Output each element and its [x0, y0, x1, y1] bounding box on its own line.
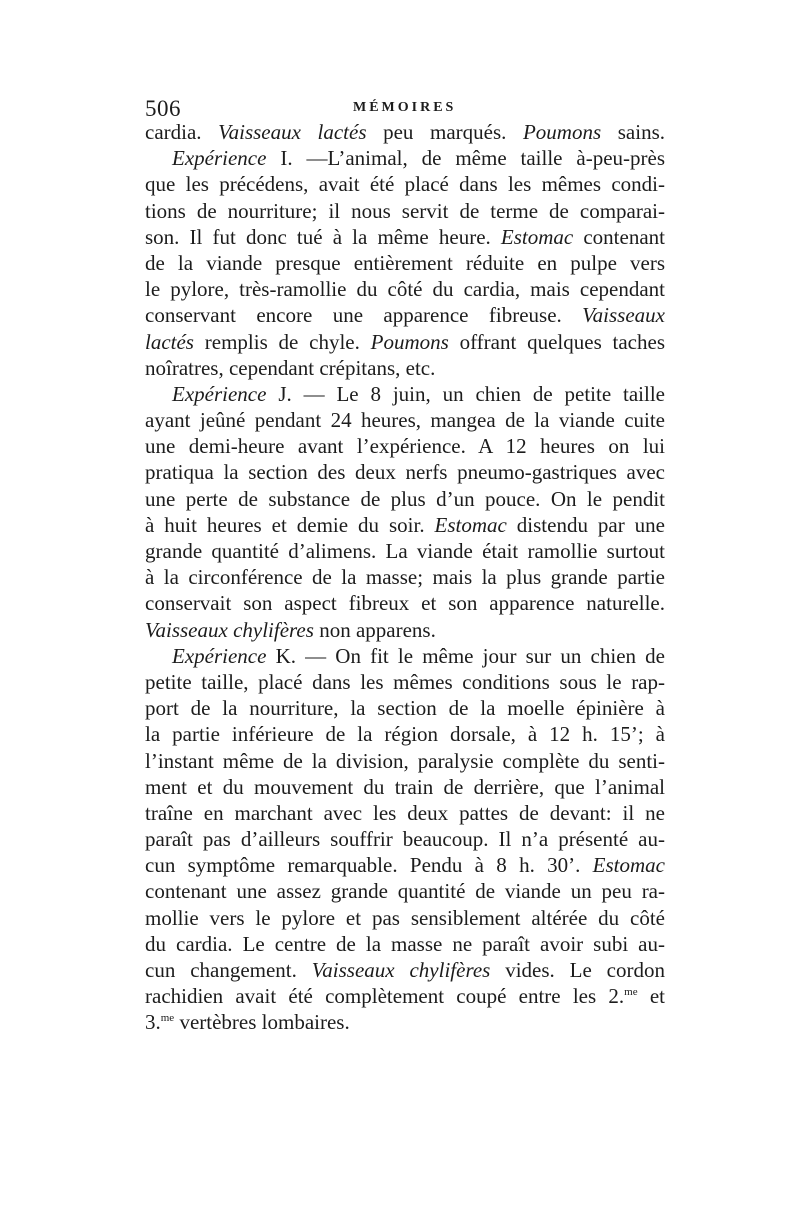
text-line	[145, 983, 665, 1009]
text-run: conservait son aspect fibreux et son apparence naturelle.	[145, 591, 665, 616]
text-line	[145, 957, 665, 983]
text-run: pratiqua la section des deux nerfs pneumo-gastriques avec	[145, 460, 665, 485]
text-run: traîne en marchant avec les deux pattes de devant: il ne	[145, 800, 665, 825]
italic-run: Vaisseaux	[582, 303, 665, 328]
text-run: conservant encore une apparence fibreuse.	[145, 303, 583, 328]
text-run: J. — Le 8 juin, un chien de petite taille	[266, 381, 665, 406]
italic-run: lactés	[145, 329, 194, 354]
text-line	[145, 826, 665, 852]
text-line	[145, 355, 665, 381]
text-line	[145, 590, 665, 616]
italic-run: Vaisseaux chylifères	[145, 617, 314, 642]
text-run: le pylore, très-ramollie du côté du cardia, mais cependant	[145, 277, 665, 302]
text-run: la partie inférieure de la région dorsale, à 12 h. 15’; à	[145, 722, 665, 747]
text-run: que les précédens, avait été placé dans les mêmes condi-	[145, 172, 665, 197]
text-run: l’instant même de la division, paralysie complète du senti-	[145, 748, 665, 773]
text-run: une demi-heure avant l’expérience. A 12 heures on lui	[145, 434, 665, 459]
text-run: vides. Le cordon	[490, 958, 665, 982]
text-line	[145, 721, 665, 747]
text-run: paraît pas d’ailleurs souffrir beaucoup. Il n’a présenté au-	[145, 827, 665, 852]
italic-run: Poumons	[522, 120, 602, 144]
superscript: me	[160, 1012, 175, 1025]
text-run: et	[637, 984, 665, 1009]
italic-run: Expérience	[172, 643, 267, 668]
text-run: cardia.	[145, 120, 219, 144]
text-line	[145, 407, 665, 433]
text-line	[145, 302, 665, 328]
text-run: distendu par une	[506, 512, 665, 537]
text-run: vertèbres lombaires.	[174, 1010, 350, 1035]
text-run: remplis de chyle.	[193, 329, 371, 354]
text-run: cun changement.	[145, 958, 312, 982]
text-line	[145, 931, 665, 957]
text-line	[145, 119, 665, 145]
text-run: contenant	[573, 224, 665, 249]
italic-run: Vaisseaux chylifères	[311, 958, 491, 982]
text-line	[145, 564, 665, 590]
text-line	[145, 1009, 665, 1035]
text-line	[145, 381, 665, 407]
text-run: tions de nourriture; il nous servit de terme de comparai-	[145, 198, 665, 223]
text-run: à la circonférence de la masse; mais la plus grande partie	[145, 565, 665, 590]
text-line	[145, 617, 665, 643]
text-run: du cardia. Le centre de la masse ne paraît avoir subi au-	[145, 931, 665, 956]
text-line	[145, 878, 665, 904]
text-line	[145, 643, 665, 669]
text-line	[145, 250, 665, 276]
text-line	[145, 486, 665, 512]
text-line	[145, 459, 665, 485]
text-run: ayant jeûné pendant 24 heures, mangea de la viande cuite	[145, 408, 665, 433]
text-line	[145, 695, 665, 721]
body-text	[145, 119, 665, 1036]
text-run: contenant une assez grande quantité de viande un peu ra-	[145, 879, 665, 904]
text-run: grande quantité d’alimens. La viande était ramollie surtout	[145, 539, 665, 563]
text-run: ment et du mouvement du train de derrière, que l’animal	[145, 774, 665, 799]
text-run: port de la nourriture, la section de la moelle épinière à	[145, 696, 665, 721]
text-run: petite taille, placé dans les mêmes conditions sous le rap-	[145, 669, 665, 694]
page-number: 506	[145, 96, 181, 121]
text-run: offrant quelques taches	[448, 329, 665, 354]
italic-run: Estomac	[592, 853, 665, 878]
text-run: K. — On fit le même jour sur un chien de	[266, 643, 665, 668]
italic-run: Expérience	[172, 381, 267, 406]
text-line	[145, 433, 665, 459]
text-line	[145, 774, 665, 800]
text-run: cun symptôme remarquable. Pendu à 8 h. 30’.	[145, 853, 593, 878]
text-run: son. Il fut donc tué à la même heure.	[145, 224, 501, 249]
text-run: de la viande presque entièrement réduite en pulpe vers	[145, 250, 665, 275]
text-line	[145, 512, 665, 538]
text-line	[145, 800, 665, 826]
text-run: 3.	[145, 1010, 161, 1035]
text-line	[145, 538, 665, 564]
italic-run: Estomac	[434, 512, 507, 537]
italic-run: Estomac	[500, 224, 574, 249]
text-line	[145, 852, 665, 878]
text-line	[145, 198, 665, 224]
text-run: mollie vers le pylore et pas sensiblement altérée du côté	[145, 905, 665, 930]
text-line	[145, 145, 665, 171]
text-run: peu marqués.	[366, 120, 523, 144]
text-line	[145, 224, 665, 250]
superscript: me	[624, 986, 638, 999]
running-head: MÉMOIRES	[353, 100, 457, 115]
text-line	[145, 329, 665, 355]
text-run: non apparens.	[313, 617, 436, 642]
text-run: à huit heures et demie du soir.	[145, 512, 435, 537]
text-run: rachidien avait été complètement coupé entre les 2.	[145, 984, 625, 1009]
text-line	[145, 905, 665, 931]
italic-run: Vaisseaux lactés	[218, 120, 367, 144]
text-run: noîratres, cependant crépitans, etc.	[145, 355, 436, 380]
text-run: une perte de substance de plus d’un pouce. On le pendit	[145, 486, 665, 511]
text-line	[145, 748, 665, 774]
text-run: I. —L’animal, de même taille à-peu-près	[266, 146, 665, 171]
text-run: sains.	[601, 120, 665, 144]
italic-run: Poumons	[370, 329, 449, 354]
italic-run: Expérience	[172, 146, 267, 171]
text-line	[145, 276, 665, 302]
text-line	[145, 669, 665, 695]
text-line	[145, 171, 665, 197]
